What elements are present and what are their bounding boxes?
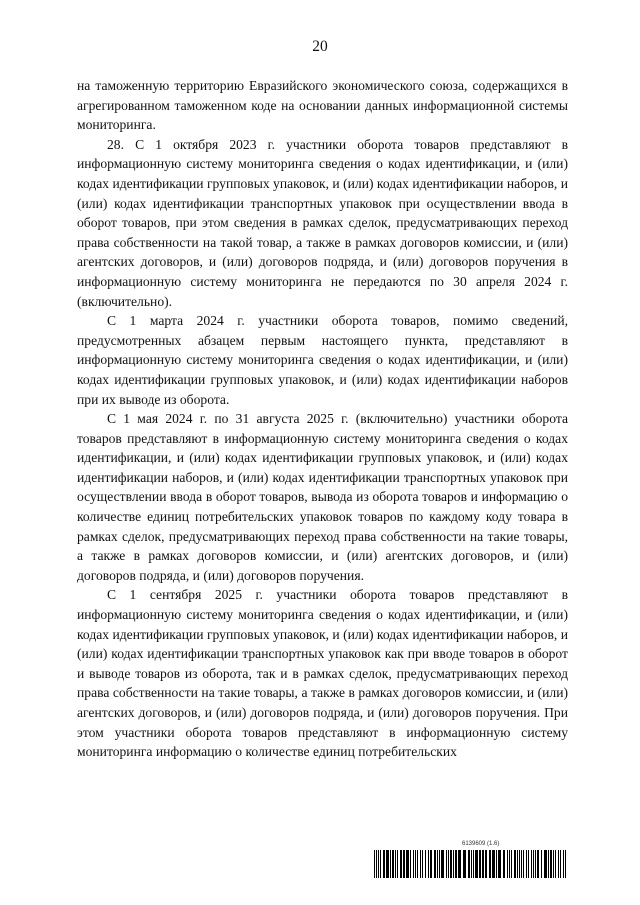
barcode-image bbox=[374, 850, 566, 878]
document-body bbox=[77, 76, 568, 762]
paragraph-continuation: на таможенную территорию Евразийского экономического союза, содержащихся в агрегированном таможенном коде на основании данных информационной системы мониторинга. bbox=[77, 78, 568, 133]
paragraph-item-28: 28. С 1 октября 2023 г. участники оборота товаров представляют в информационную систему мониторинга сведения о кодах идентификации, и (или) кодах идентификации групповых упаковок, и (или) кодах идентификации наборов, и (или) кодах идентификации транспортных упаковок при осуществлении ввода в оборот товаров, при этом сведения в рамках сделок, предусматривающих переход права собственности на такой товар, а также в рамках договоров комиссии, и (или) агентских договоров, и (или) договоров подряда, и (или) договоров поручения в информационную систему мониторинга не передаются по 30 апреля 2024 г. (включительно). bbox=[77, 136, 568, 309]
page-number: 20 bbox=[312, 38, 328, 55]
paragraph-may-2024: С 1 мая 2024 г. по 31 августа 2025 г. (включительно) участники оборота товаров представляют в информационную систему мониторинга сведения о кодах идентификации, и (или) кодах идентификации групповых упаковок, и (или) кодах идентификации наборов, и (или) кодах идентификации транспортных упаковок при осуществлении ввода в оборот товаров, вывода из оборота товаров и информацию о количестве единиц потребительских упаковок товаров по каждому коду товара в рамках сделок, предусматривающих переход права собственности на такие товары, а также в рамках договоров комиссии, и (или) агентских договоров, и (или) договоров подряда, и (или) договоров поручения. bbox=[77, 411, 568, 583]
paragraph-september-2025: С 1 сентября 2025 г. участники оборота товаров представляют в информационную систему мониторинга сведения о кодах идентификации, и (или) кодах идентификации групповых упаковок, и (или) кодах идентификации наборов, и (или) кодах идентификации транспортных упаковок как при вводе товаров в оборот и выводе товаров из оборота, так и в рамках сделок, предусматривающих переход права собственности на такие товары, а также в рамках договоров комиссии, и (или) агентских договоров, и (или) договоров подряда, и (или) договоров поручения. При этом участники оборота товаров представляют в информационную систему мониторинга информацию о количестве единиц потребительских bbox=[77, 587, 568, 760]
paragraph-march-2024: С 1 марта 2024 г. участники оборота товаров, помимо сведений, предусмотренных абзацем первым настоящего пункта, представляют в информационную систему мониторинга сведения о кодах идентификации, и (или) кодах идентификации групповых упаковок, и (или) кодах идентификации наборов при их выводе из оборота. bbox=[77, 313, 568, 407]
document-code: 6139609 (1.6) bbox=[462, 841, 500, 847]
